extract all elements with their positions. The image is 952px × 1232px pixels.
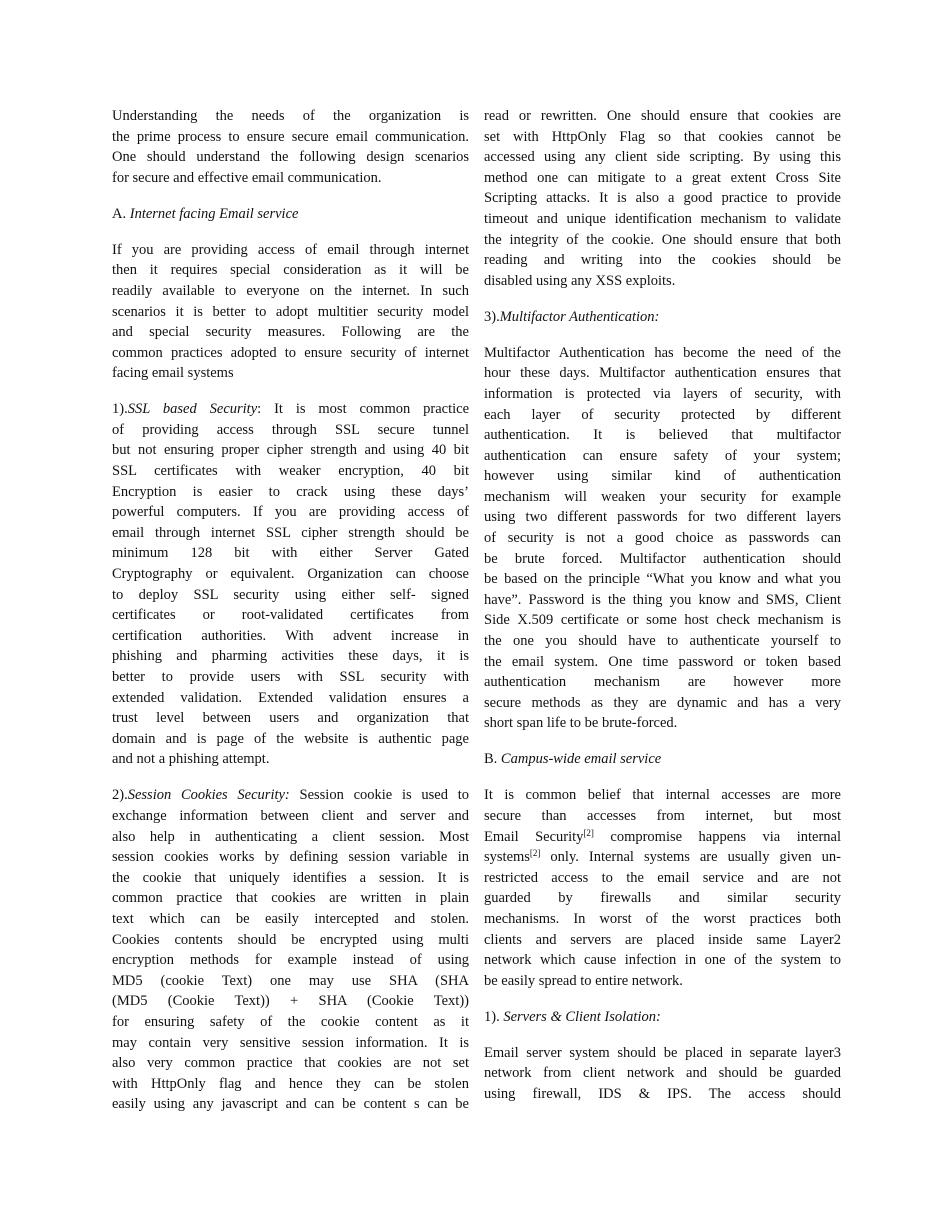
text-segment: Email Security (484, 828, 584, 845)
text-line: for ensuring safety of the cookie content as it (112, 1013, 469, 1030)
text-line (484, 847, 841, 868)
citation-superscript: [2] (529, 848, 541, 859)
text-line: certification authorities. With advent increase in (112, 627, 469, 644)
text-line (484, 307, 841, 328)
text-line: and special security measures. Following are the (112, 324, 469, 341)
text-line: then it requires special consideration as it will be (112, 262, 469, 279)
text-line: mechanisms. In worst of the worst practices both (484, 910, 841, 927)
text-segment: 1). (484, 1008, 504, 1025)
text-line: however using similar kind of authentication (484, 468, 841, 485)
text-line (484, 749, 841, 770)
text-line: the cookie that uniquely identifies a session. It is (112, 869, 469, 886)
paragraph (112, 399, 469, 770)
italic-label: Servers & Client Isolation: (503, 1008, 661, 1025)
text-line: better to provide users with SSL security with (112, 669, 469, 686)
text-line: certificates or root-validated certificates from (112, 607, 469, 624)
text-line: (MD5 (Cookie Text)) + SHA (Cookie Text)) (112, 993, 469, 1010)
text-line: short span life to be brute-forced. (484, 715, 678, 732)
text-line: also very common practice that cookies are not set (112, 1055, 469, 1072)
text-line: common practices adopted to ensure security of internet (112, 344, 469, 361)
text-segment: only. Internal systems are usually given un- (540, 849, 841, 866)
text-line: text which can be easily intercepted and stolen. (112, 910, 469, 927)
text-line: trust level between users and organization that (112, 710, 469, 727)
text-line: may contain very sensitive session information. It is (112, 1034, 469, 1051)
text-line: Understanding the needs of the organization is (112, 108, 469, 124)
text-line: restricted access to the email service and are not (484, 869, 841, 886)
text-line: the integrity of the cookie. One should ensure that both (484, 231, 841, 248)
text-line: Side X.509 certificate or some host check mechanism is (484, 612, 841, 629)
text-line (484, 827, 841, 848)
text-line: phishing and pharming activities these days, it is (112, 648, 469, 665)
text-line: Cookies contents should be encrypted using multi (112, 931, 469, 948)
text-line: of providing access through SSL secure tunnel (112, 421, 469, 438)
text-segment: : It is most common practice (257, 401, 469, 418)
text-line: extended validation. Extended validation ensures a (112, 689, 469, 706)
text-line: SSL certificates with weaker encryption, 40 bit (112, 463, 469, 480)
text-line: for secure and effective email communication. (112, 169, 382, 186)
text-line: disabled using any XSS exploits. (484, 272, 676, 289)
text-segment: Session cookie is used to (289, 787, 469, 804)
section-heading (484, 1007, 841, 1028)
left-column (112, 106, 469, 1130)
text-line: secure than accesses from internet, but most (484, 807, 841, 824)
section-heading (484, 307, 841, 328)
text-line: Multifactor Authentication has become the need of the (484, 344, 841, 361)
text-line: authentication can ensure safety of your system; (484, 447, 841, 464)
text-line: mechanism will weaken your security for example (484, 488, 841, 505)
text-line (112, 399, 469, 420)
text-line: minimum 128 bit with either Server Gated (112, 545, 469, 562)
section-heading (112, 204, 469, 225)
paragraph (484, 1043, 841, 1105)
text-line (484, 1007, 841, 1028)
text-line: exchange information between client and server and (112, 807, 469, 824)
text-segment: 3). (484, 308, 500, 325)
text-line: session cookies works by defining session variable in (112, 849, 469, 866)
text-line: scenarios it is better to adopt multitier security model (112, 303, 469, 320)
text-line: accessed using any client side scripting. By using this (484, 149, 841, 166)
text-line: powerful computers. If you are providing access of (112, 504, 469, 521)
text-line: Encryption is easier to crack using these days’ (112, 483, 469, 500)
text-line: authentication. It is believed that multifactor (484, 427, 841, 444)
paragraph (112, 785, 469, 1115)
text-line: It is common belief that internal accesses are more (484, 787, 841, 804)
text-line: the one you should have to authenticate yourself to (484, 633, 841, 650)
italic-label: Multifactor Authentication: (499, 308, 660, 325)
text-line: timeout and unique identification mechanism to validate (484, 210, 841, 227)
text-line: method one can mitigate to a great extent Cross Site (484, 169, 841, 186)
paragraph (484, 106, 841, 291)
text-segment: 2). (112, 787, 128, 804)
text-line: authentication mechanism are however more (484, 674, 841, 691)
text-line: Scripting attacks. It is also a good practice to provide (484, 190, 841, 207)
text-line: read or rewritten. One should ensure that cookies are (484, 108, 841, 124)
text-line: also help in authenticating a client session. Most (112, 828, 469, 845)
text-line: the prime process to ensure secure email communication. (112, 128, 469, 145)
text-line: common practice that cookies are written in plain (112, 890, 469, 907)
text-line: information is protected via layers of security, with (484, 385, 841, 402)
italic-label: Session Cookies Security: (127, 787, 290, 804)
text-line: using firewall, IDS & IPS. The access should (484, 1085, 841, 1102)
text-line: One should understand the following design scenarios (112, 149, 469, 166)
text-segment: systems (484, 849, 530, 866)
text-line: of security is not a good choice as passwords can (484, 530, 841, 547)
text-segment: B. (484, 751, 501, 768)
text-line: MD5 (cookie Text) one may use SHA (SHA (112, 972, 469, 989)
text-line: guarded by firewalls and similar security (484, 890, 841, 907)
paragraph (112, 106, 469, 188)
section-heading (484, 749, 841, 770)
text-line (112, 785, 469, 806)
text-line: using two different passwords for two different layers (484, 509, 841, 526)
text-line (112, 204, 469, 225)
right-column (484, 106, 841, 1120)
citation-superscript: [2] (583, 827, 594, 838)
paragraph (112, 240, 469, 384)
text-line: the email system. One time password or token based (484, 653, 841, 670)
text-line: clients and servers are placed inside same Layer2 (484, 931, 841, 948)
text-line: be brute forced. Multifactor authentication should (484, 550, 841, 567)
text-line: with HttpOnly flag and hence they can be stolen (112, 1075, 469, 1092)
text-line: to deploy SSL security using either self- signed (112, 586, 469, 603)
text-line: domain and is page of the website is authentic page (112, 730, 469, 747)
text-line: easily using any javascript and can be content s can be (112, 1096, 469, 1113)
text-line: set with HttpOnly Flag so that cookies cannot be (484, 128, 841, 145)
text-line: and not a phishing attempt. (112, 751, 270, 768)
text-line: each layer of security protected by different (484, 406, 841, 423)
text-line: be based on the principle “What you know and what you (484, 571, 841, 588)
text-line: secure methods as they are dynamic and has a very (484, 694, 841, 711)
italic-label: Internet facing Email service (129, 205, 299, 222)
text-line: but not ensuring proper cipher strength and using 40 bit (112, 442, 469, 459)
text-segment: 1). (112, 401, 128, 418)
text-line: readily available to everyone on the internet. In such (112, 282, 469, 299)
text-line: email through internet SSL cipher strength should be (112, 524, 469, 541)
text-segment: A. (112, 205, 130, 222)
text-line: have”. Password is the thing you know and SMS, Client (484, 591, 841, 608)
text-line: If you are providing access of email through internet (112, 241, 469, 258)
paragraph (484, 785, 841, 991)
text-line: reading and writing into the cookies should be (484, 252, 841, 269)
text-line: hour these days. Multifactor authentication ensures that (484, 365, 841, 382)
text-line: network which cause infection in one of the system to (484, 952, 841, 969)
text-segment: compromise happens via internal (593, 828, 841, 845)
text-line: Cryptography or equivalent. Organization can choose (112, 566, 469, 583)
text-line: encryption methods for example instead of using (112, 952, 469, 969)
italic-label: SSL based Security (127, 401, 258, 418)
text-line: facing email systems (112, 365, 234, 382)
paragraph (484, 343, 841, 734)
text-line: Email server system should be placed in separate layer3 (484, 1044, 841, 1061)
text-line: network from client network and should be guarded (484, 1065, 841, 1082)
italic-label: Campus-wide email service (500, 751, 662, 768)
text-line: be easily spread to entire network. (484, 972, 683, 989)
